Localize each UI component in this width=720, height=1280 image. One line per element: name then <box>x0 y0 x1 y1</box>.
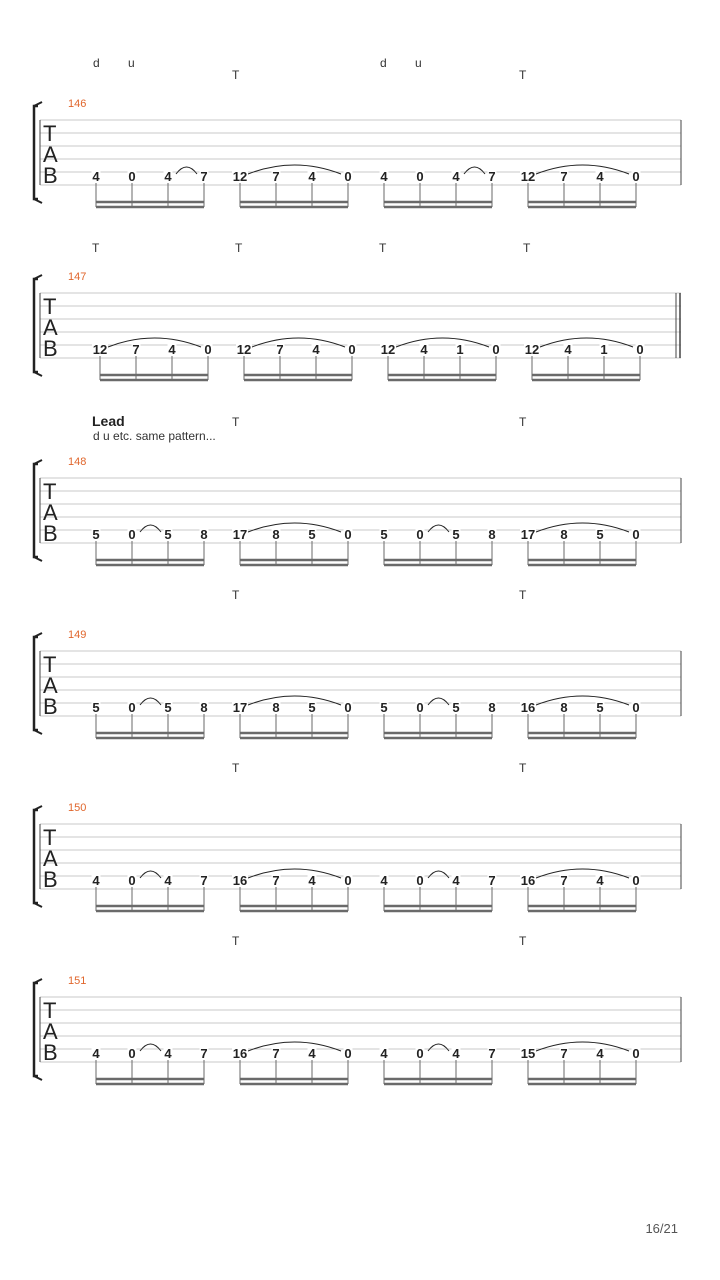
fret-number: 0 <box>348 342 356 357</box>
fret-number: 1 <box>456 342 464 357</box>
fret-number: 8 <box>272 700 280 715</box>
fret-number: 0 <box>416 873 424 888</box>
fret-number: 8 <box>200 700 208 715</box>
fret-number: 4 <box>452 169 460 184</box>
tap-mark: T <box>232 761 240 775</box>
fret-number: 4 <box>168 342 176 357</box>
fret-number: 7 <box>560 169 568 184</box>
fret-number: 0 <box>128 1046 136 1061</box>
fret-number: 0 <box>344 700 352 715</box>
fret-number: 0 <box>632 873 640 888</box>
fret-number: 12 <box>236 342 252 357</box>
fret-number: 12 <box>92 342 108 357</box>
slur-arc <box>252 338 345 347</box>
fret-number: 12 <box>380 342 396 357</box>
fret-number: 7 <box>200 873 208 888</box>
fret-number: 0 <box>636 342 644 357</box>
section-label-lead: Lead <box>92 413 125 429</box>
fret-number: 8 <box>560 527 568 542</box>
fret-number: 5 <box>452 700 460 715</box>
measure-number: 151 <box>68 975 87 987</box>
fret-number: 5 <box>308 527 316 542</box>
fret-number: 4 <box>452 1046 460 1061</box>
fret-number: 4 <box>92 1046 100 1061</box>
staff-bracket <box>34 637 38 730</box>
tap-mark: T <box>519 588 527 602</box>
tap-mark: T <box>232 934 240 948</box>
slur-arc <box>140 698 161 705</box>
fret-number: 4 <box>596 169 604 184</box>
fret-number: 16 <box>232 1046 248 1061</box>
fret-number: 7 <box>488 873 496 888</box>
fret-number: 4 <box>308 169 316 184</box>
staff-bracket <box>34 983 38 1076</box>
fret-number: 0 <box>416 700 424 715</box>
fret-number: 12 <box>520 169 536 184</box>
tab-letter-t: T <box>43 825 57 850</box>
fret-number: 0 <box>632 1046 640 1061</box>
tab-letter-t: T <box>43 294 57 319</box>
fret-number: 5 <box>380 527 388 542</box>
slur-arc <box>464 167 485 174</box>
fret-number: 8 <box>560 700 568 715</box>
tap-mark: T <box>232 68 240 82</box>
tab-letter-b: B <box>43 336 58 361</box>
fret-number: 7 <box>272 169 280 184</box>
slur-arc <box>536 869 629 878</box>
fret-number: 17 <box>232 527 248 542</box>
fret-number: 0 <box>416 169 424 184</box>
fret-number: 1 <box>600 342 608 357</box>
fret-number: 4 <box>164 1046 172 1061</box>
fret-number: 5 <box>596 700 604 715</box>
fret-number: 0 <box>128 700 136 715</box>
fret-number: 5 <box>164 527 172 542</box>
fret-number: 4 <box>596 1046 604 1061</box>
fret-number: 12 <box>232 169 248 184</box>
fret-number: 8 <box>200 527 208 542</box>
staff-bracket <box>34 106 38 199</box>
slur-arc <box>428 698 449 705</box>
fret-number: 0 <box>344 527 352 542</box>
tap-mark: T <box>523 241 531 255</box>
fret-number: 7 <box>560 873 568 888</box>
fret-number: 5 <box>164 700 172 715</box>
fret-number: 0 <box>632 527 640 542</box>
slur-arc <box>248 696 341 705</box>
tab-letter-b: B <box>43 163 58 188</box>
fret-number: 16 <box>232 873 248 888</box>
slur-arc <box>540 338 633 347</box>
fret-number: 4 <box>596 873 604 888</box>
fret-number: 7 <box>272 1046 280 1061</box>
fret-number: 0 <box>344 873 352 888</box>
tab-letter-a: A <box>43 500 58 525</box>
fret-number: 12 <box>524 342 540 357</box>
slur-arc <box>176 167 197 174</box>
fret-number: 5 <box>308 700 316 715</box>
slur-arc <box>248 165 341 174</box>
fret-number: 4 <box>164 169 172 184</box>
tap-mark: T <box>519 761 527 775</box>
slur-arc <box>396 338 489 347</box>
fret-number: 0 <box>344 1046 352 1061</box>
measure-number: 149 <box>68 629 87 641</box>
direction-up-mark: u <box>415 56 422 70</box>
fret-number: 5 <box>452 527 460 542</box>
slur-arc <box>536 696 629 705</box>
slur-arc <box>428 871 449 878</box>
slur-arc <box>108 338 201 347</box>
tab-letter-a: A <box>43 673 58 698</box>
fret-number: 4 <box>380 873 388 888</box>
tab-letter-b: B <box>43 694 58 719</box>
slur-arc <box>248 1042 341 1051</box>
measure-number: 150 <box>68 802 87 814</box>
tab-letter-t: T <box>43 121 57 146</box>
measure-number: 147 <box>68 271 87 283</box>
fret-number: 16 <box>520 700 536 715</box>
slur-arc <box>536 523 629 532</box>
direction-down-mark: d <box>93 56 100 70</box>
fret-number: 7 <box>560 1046 568 1061</box>
fret-number: 17 <box>520 527 536 542</box>
fret-number: 0 <box>128 169 136 184</box>
fret-number: 4 <box>380 1046 388 1061</box>
fret-number: 4 <box>164 873 172 888</box>
tap-mark: T <box>519 68 527 82</box>
fret-number: 7 <box>272 873 280 888</box>
fret-number: 7 <box>200 169 208 184</box>
tab-letter-b: B <box>43 867 58 892</box>
tap-mark: T <box>92 241 100 255</box>
slur-arc <box>428 1044 449 1051</box>
fret-number: 4 <box>92 169 100 184</box>
page-number: 16/21 <box>645 1221 678 1236</box>
fret-number: 0 <box>492 342 500 357</box>
slur-arc <box>140 525 161 532</box>
fret-number: 0 <box>128 527 136 542</box>
slur-arc <box>536 1042 629 1051</box>
fret-number: 8 <box>488 527 496 542</box>
fret-number: 4 <box>452 873 460 888</box>
measure-number: 148 <box>68 456 87 468</box>
fret-number: 5 <box>596 527 604 542</box>
fret-number: 4 <box>312 342 320 357</box>
fret-number: 0 <box>344 169 352 184</box>
fret-number: 0 <box>632 169 640 184</box>
tab-letter-a: A <box>43 1019 58 1044</box>
fret-number: 7 <box>276 342 284 357</box>
fret-number: 8 <box>488 700 496 715</box>
fret-number: 7 <box>200 1046 208 1061</box>
slur-arc <box>248 869 341 878</box>
fret-number: 7 <box>488 1046 496 1061</box>
fret-number: 0 <box>128 873 136 888</box>
fret-number: 16 <box>520 873 536 888</box>
tab-letter-t: T <box>43 652 57 677</box>
staff-bracket <box>34 279 38 372</box>
fret-number: 0 <box>416 527 424 542</box>
tab-letter-b: B <box>43 1040 58 1065</box>
tab-letter-t: T <box>43 998 57 1023</box>
direction-down-mark: d <box>380 56 387 70</box>
tap-mark: T <box>379 241 387 255</box>
tap-mark: T <box>232 415 240 429</box>
measure-number: 146 <box>68 98 87 110</box>
fret-number: 4 <box>308 1046 316 1061</box>
fret-number: 4 <box>308 873 316 888</box>
fret-number: 5 <box>92 527 100 542</box>
fret-number: 0 <box>204 342 212 357</box>
slur-arc <box>140 1044 161 1051</box>
fret-number: 7 <box>132 342 140 357</box>
fret-number: 5 <box>380 700 388 715</box>
fret-number: 4 <box>92 873 100 888</box>
strum-pattern-note: d u etc. same pattern... <box>93 429 216 443</box>
tap-mark: T <box>519 934 527 948</box>
fret-number: 4 <box>380 169 388 184</box>
fret-number: 15 <box>520 1046 536 1061</box>
fret-number: 8 <box>272 527 280 542</box>
fret-number: 17 <box>232 700 248 715</box>
tap-mark: T <box>519 415 527 429</box>
tab-letter-a: A <box>43 315 58 340</box>
tab-letter-a: A <box>43 142 58 167</box>
tab-letter-a: A <box>43 846 58 871</box>
tap-mark: T <box>235 241 243 255</box>
staff-bracket <box>34 464 38 557</box>
fret-number: 7 <box>488 169 496 184</box>
slur-arc <box>140 871 161 878</box>
tap-mark: T <box>232 588 240 602</box>
fret-number: 0 <box>416 1046 424 1061</box>
fret-number: 0 <box>632 700 640 715</box>
direction-up-mark: u <box>128 56 135 70</box>
fret-number: 4 <box>564 342 572 357</box>
fret-number: 4 <box>420 342 428 357</box>
slur-arc <box>428 525 449 532</box>
fret-number: 5 <box>92 700 100 715</box>
staff-bracket <box>34 810 38 903</box>
tab-letter-t: T <box>43 479 57 504</box>
tab-letter-b: B <box>43 521 58 546</box>
slur-arc <box>248 523 341 532</box>
slur-arc <box>536 165 629 174</box>
